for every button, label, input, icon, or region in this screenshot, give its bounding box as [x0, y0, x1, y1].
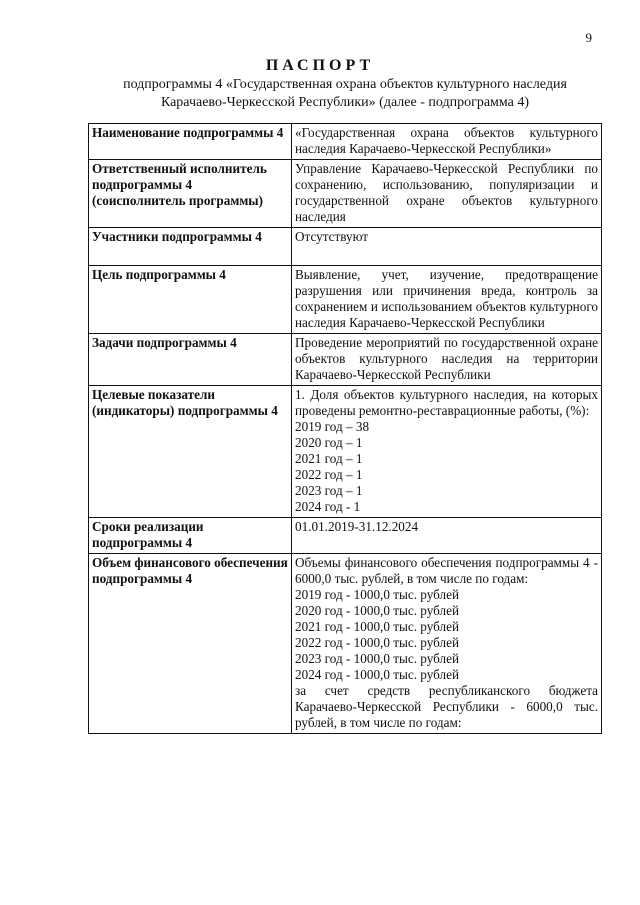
subtitle-line-1: подпрограммы 4 «Государственная охрана объектов культурного наследия [123, 77, 567, 92]
table-row-timeline [89, 518, 602, 554]
table-row-indicators [89, 386, 602, 518]
funding-year-item: 2020 год - 1000,0 тыс. рублей [295, 603, 460, 618]
indicator-year-item: 2021 год – 1 [295, 451, 363, 466]
row-value [292, 554, 602, 734]
indicator-year-item: 2019 год – 38 [295, 419, 370, 434]
table-row-participants [89, 228, 602, 266]
indicators-intro: 1. Доля объектов культурного наследия, на которых проведены ремонтно-реставрационные работы, (%): [295, 387, 598, 418]
row-label: Целевые показатели (индикаторы) подпрограммы 4 [89, 386, 292, 518]
participants-value: Отсутствуют [295, 229, 369, 244]
row-label: Участники подпрограммы 4 [89, 228, 292, 266]
funding-year-item: 2022 год - 1000,0 тыс. рублей [295, 635, 460, 650]
indicator-year-item: 2023 год – 1 [295, 483, 363, 498]
table-row-goal [89, 266, 602, 334]
row-value: Управление Карачаево-Черкесской Республики по сохранению, использованию, популяризации и государственной охране объектов культурного наследия [292, 160, 602, 228]
row-value: 01.01.2019-31.12.2024 [292, 518, 602, 554]
funding-intro: Объемы финансового обеспечения подпрограммы 4 - 6000,0 тыс. рублей, в том числе по годам: [295, 555, 598, 586]
funding-year-item: 2024 год - 1000,0 тыс. рублей [295, 667, 460, 682]
row-label: Задачи подпрограммы 4 [89, 334, 292, 386]
row-label: Цель подпрограммы 4 [89, 266, 292, 334]
row-value [292, 386, 602, 518]
funding-year-item: 2023 год - 1000,0 тыс. рублей [295, 651, 460, 666]
row-value: «Государственная охрана объектов культурного наследия Карачаево-Черкесской Республики» [292, 124, 602, 160]
row-value: Выявление, учет, изучение, предотвращение разрушения или причинения вреда, контроль за сохранением и использованием объектов культурного наследия Карачаево-Черкесской Республики [292, 266, 602, 334]
funding-outro: за счет средств республиканского бюджета Карачаево-Черкесской Республики - 6000,0 тыс. рублей, в том числе по годам: [295, 683, 598, 730]
indicator-year-item: 2022 год – 1 [295, 467, 363, 482]
funding-year-item: 2021 год - 1000,0 тыс. рублей [295, 619, 460, 634]
table-row-tasks [89, 334, 602, 386]
row-label: Сроки реализации подпрограммы 4 [89, 518, 292, 554]
row-value [292, 228, 602, 266]
row-label: Ответственный исполнитель подпрограммы 4 (соисполнитель программы) [89, 160, 292, 228]
row-label: Наименование подпрограммы 4 [89, 124, 292, 160]
row-value: Проведение мероприятий по государственной охране объектов культурного наследия на территории Карачаево-Черкесской Республики [292, 334, 602, 386]
subtitle-line-2: Карачаево-Черкесской Республики» (далее - подпрограмма 4) [160, 95, 530, 110]
indicator-year-item: 2020 год – 1 [295, 435, 363, 450]
passport-table [88, 123, 602, 734]
row-label: Объем финансового обеспечения подпрограммы 4 [89, 554, 292, 734]
table-row-responsible [89, 160, 602, 228]
page-number: 9 [585, 30, 592, 45]
document-subtitle [90, 76, 600, 112]
document-title: ПАСПОРТ [265, 57, 375, 74]
funding-year-item: 2019 год - 1000,0 тыс. рублей [295, 587, 460, 602]
table-row-program-name [89, 124, 602, 160]
indicator-year-item: 2024 год - 1 [295, 499, 361, 514]
table-row-funding [89, 554, 602, 734]
